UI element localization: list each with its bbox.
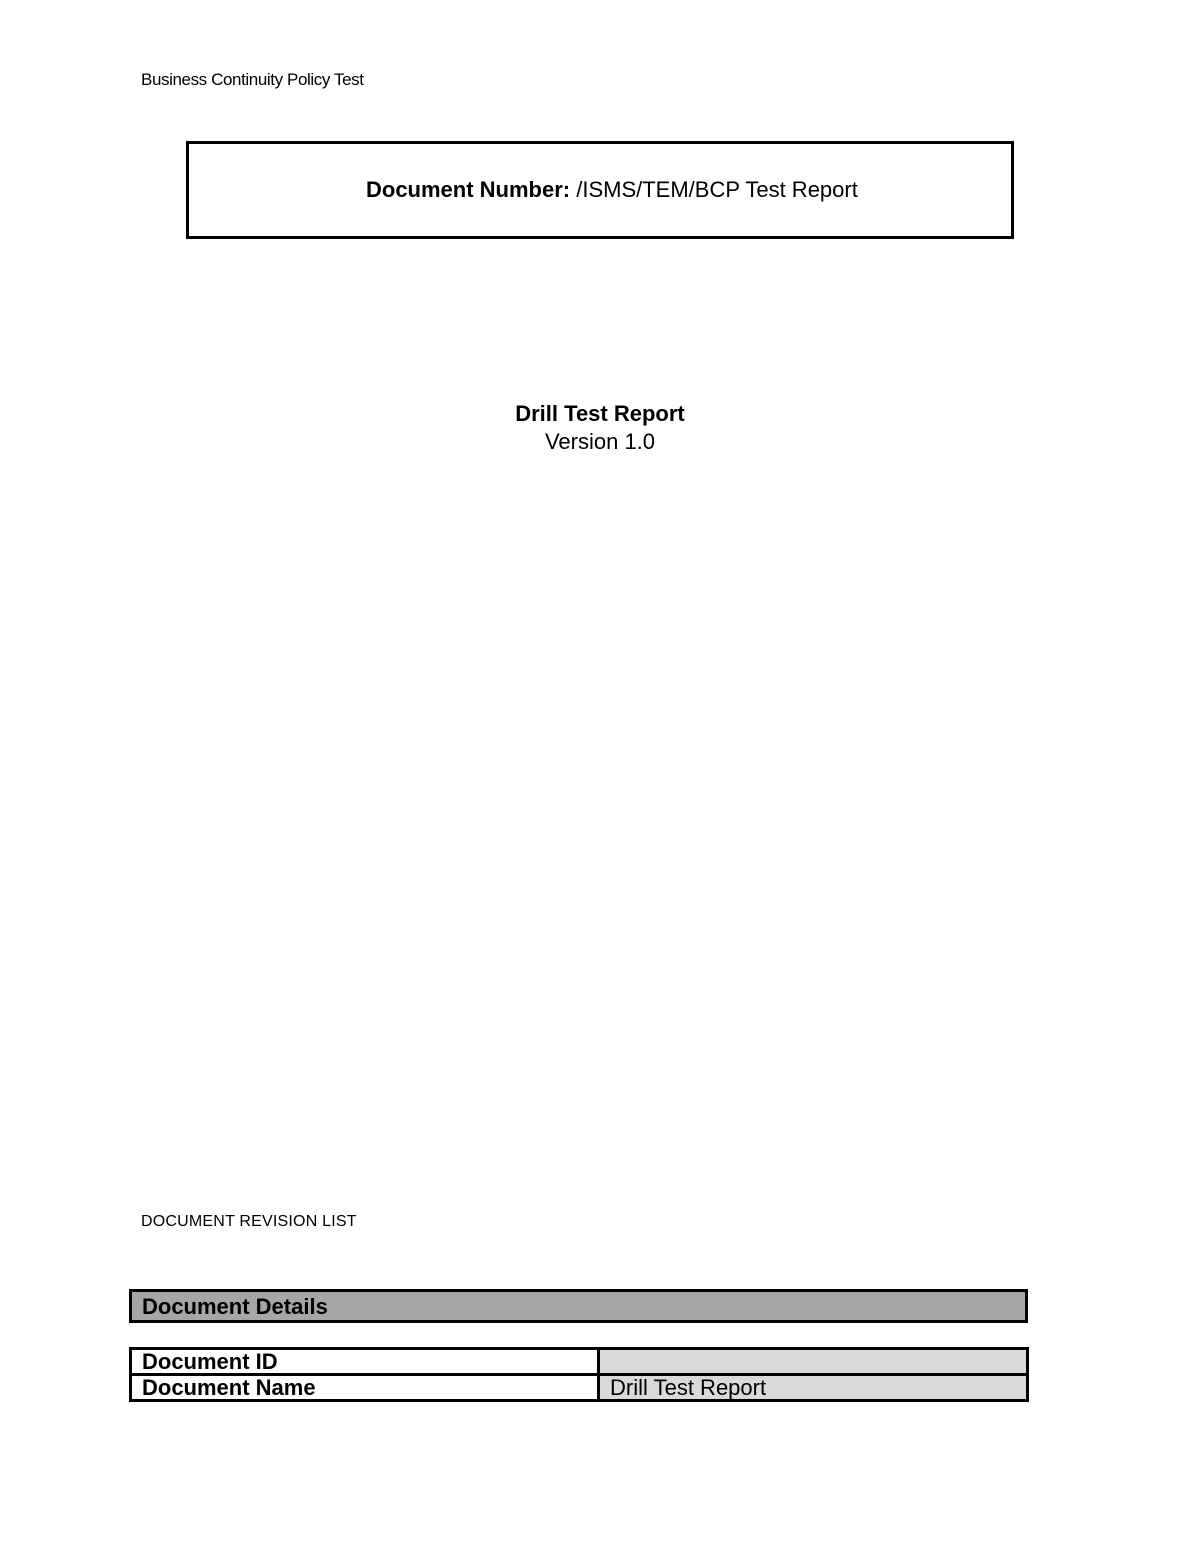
table-row [131, 1375, 1028, 1401]
cover-title-block [0, 400, 1200, 456]
document-number-line [366, 177, 858, 203]
document-title: Drill Test Report [515, 401, 685, 426]
document-id-value [599, 1349, 1028, 1375]
document-version: Version 1.0 [544, 429, 656, 454]
document-number-label: Document Number: [366, 177, 571, 202]
document-name-label: Document Name [131, 1375, 599, 1401]
document-number-value: /ISMS/TEM/BCP Test Report [570, 177, 858, 202]
revision-list-heading: DOCUMENT REVISION LIST [141, 1213, 357, 1230]
page-header: Business Continuity Policy Test [141, 70, 364, 89]
document-details-table [129, 1347, 1029, 1402]
document-id-label: Document ID [131, 1349, 599, 1375]
document-number-box [186, 141, 1014, 239]
document-details-header [129, 1289, 1028, 1323]
document-details-title: Document Details [142, 1294, 328, 1319]
document-name-value: Drill Test Report [599, 1375, 1028, 1401]
table-row [131, 1349, 1028, 1375]
